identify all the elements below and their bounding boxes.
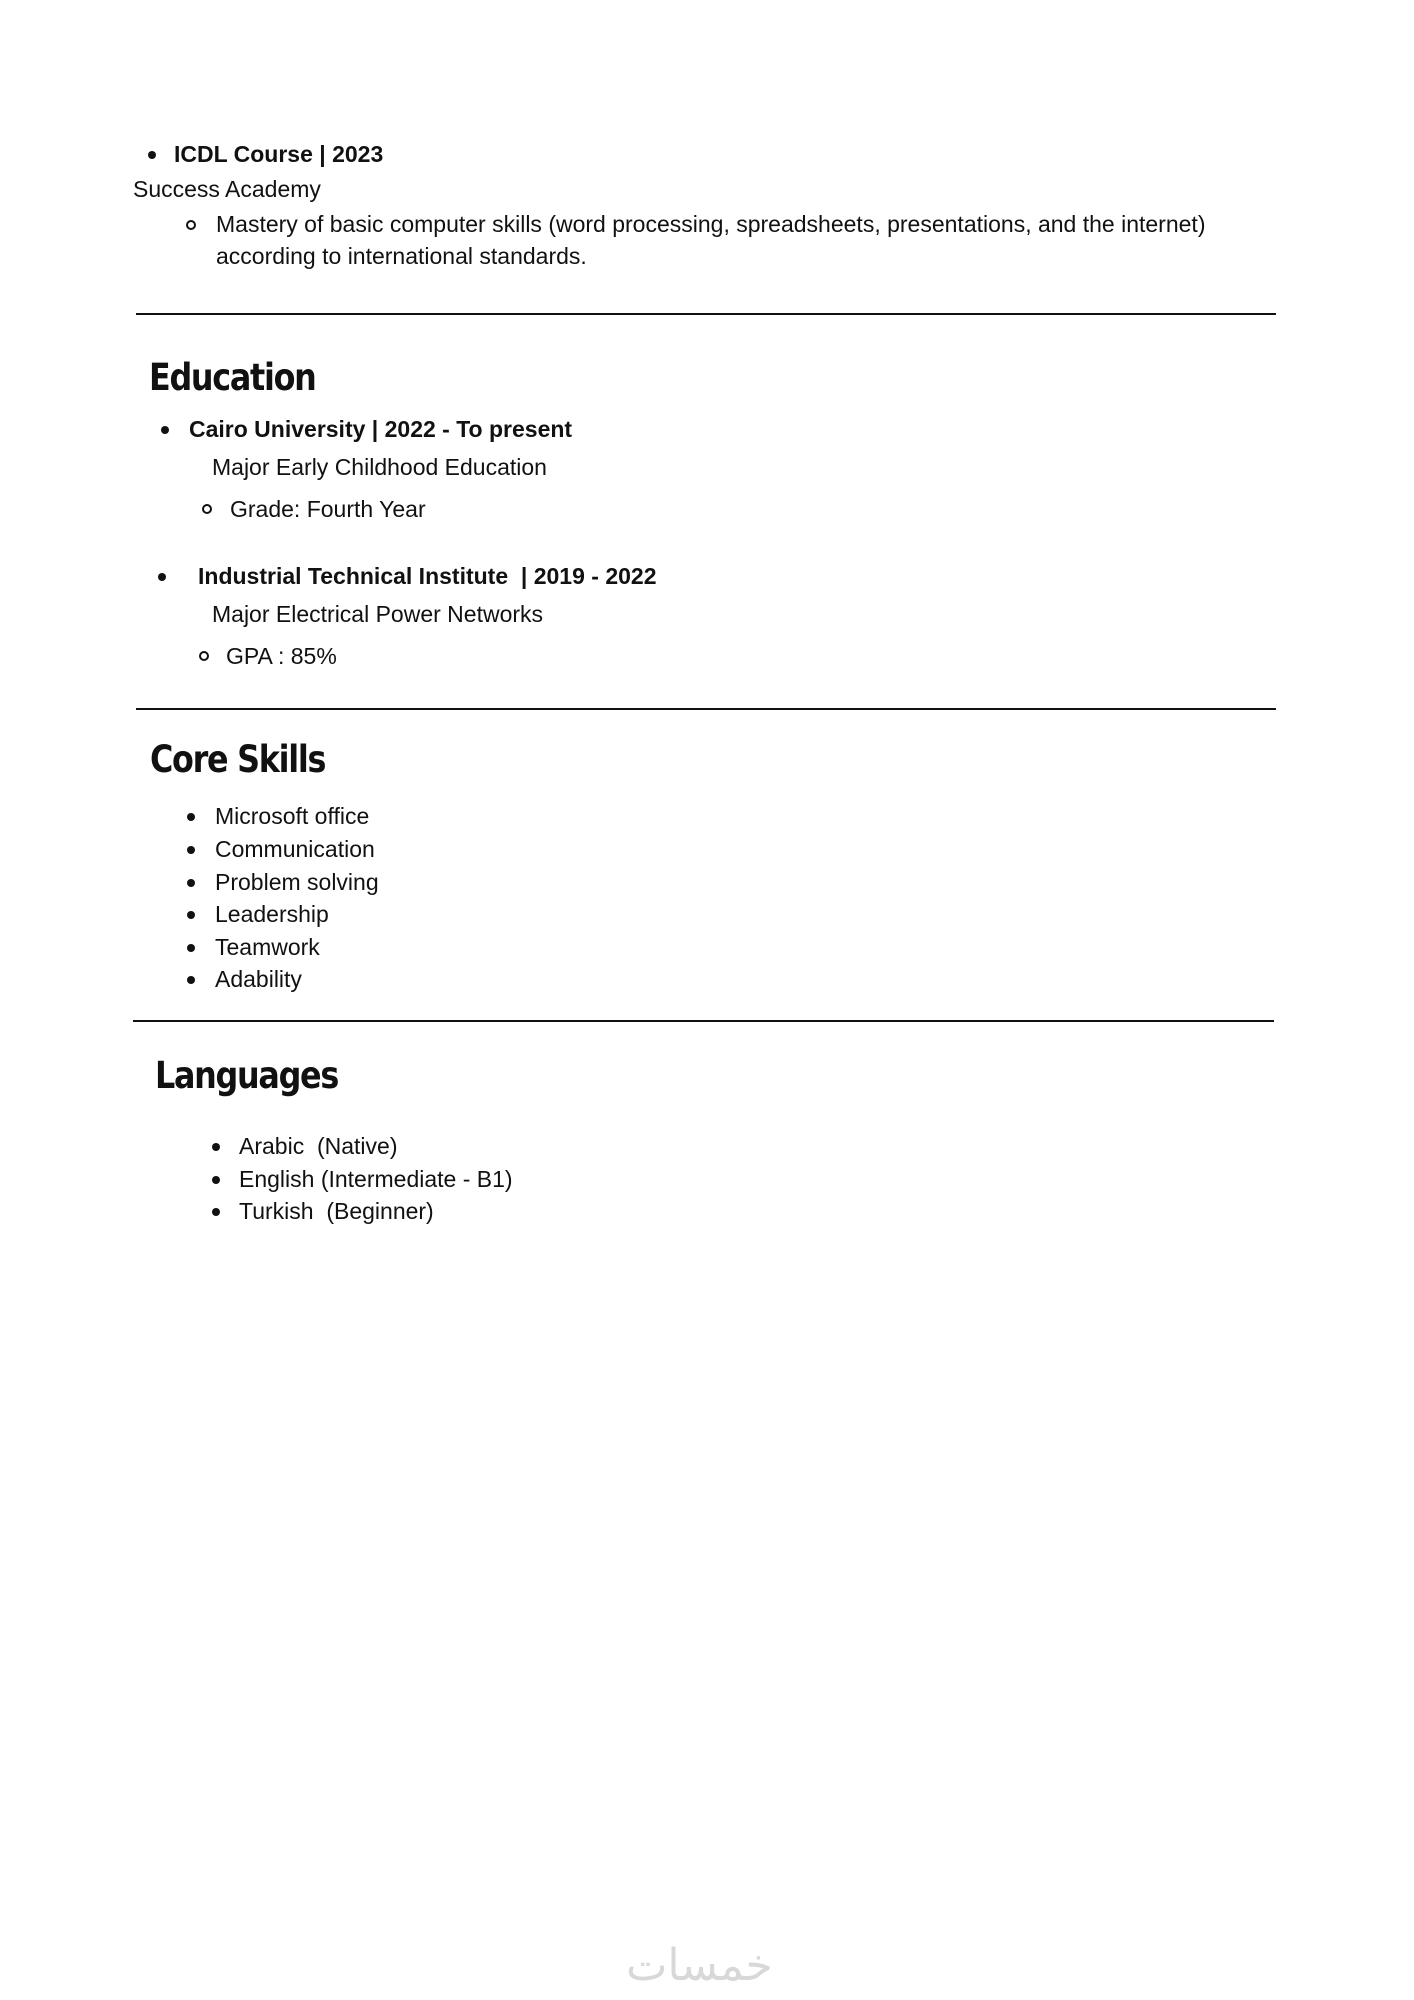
bullet-dot-icon (187, 911, 195, 919)
watermark-logo: خمسات (626, 1940, 773, 1991)
bullet-dot-icon (158, 573, 166, 581)
bullet-dot-icon (187, 846, 195, 854)
language-item: Turkish (Beginner) (239, 1198, 434, 1224)
course-provider: Success Academy (133, 176, 321, 202)
course-title: ICDL Course | 2023 (174, 141, 384, 167)
language-item: Arabic (Native) (239, 1133, 398, 1159)
core-skills-heading: Core Skills (150, 738, 326, 781)
language-item: English (Intermediate - B1) (239, 1166, 513, 1192)
bullet-dot-icon (212, 1176, 220, 1184)
bullet-circle-icon (199, 651, 209, 661)
bullet-dot-icon (187, 879, 195, 887)
education-heading: Education (149, 356, 316, 399)
skill-item: Problem solving (215, 869, 379, 895)
education-entry-detail: Grade: Fourth Year (230, 496, 426, 522)
section-divider (136, 313, 1276, 315)
skill-item: Communication (215, 836, 375, 862)
bullet-circle-icon (202, 504, 212, 514)
education-entry-detail: GPA : 85% (226, 643, 337, 669)
bullet-dot-icon (212, 1143, 220, 1151)
bullet-dot-icon (148, 151, 156, 159)
section-divider (133, 1020, 1274, 1022)
course-detail: Mastery of basic computer skills (word processing, spreadsheets, presentations, and the internet) according to international standards. (216, 211, 1206, 269)
section-divider (136, 708, 1276, 710)
skill-item: Teamwork (215, 934, 320, 960)
bullet-dot-icon (212, 1208, 220, 1216)
bullet-dot-icon (187, 944, 195, 952)
bullet-dot-icon (187, 813, 195, 821)
languages-heading: Languages (155, 1054, 339, 1097)
bullet-dot-icon (187, 976, 195, 984)
skill-item: Adability (215, 966, 302, 992)
bullet-dot-icon (161, 426, 169, 434)
education-entry-major: Major Electrical Power Networks (212, 601, 544, 627)
education-entry-major: Major Early Childhood Education (212, 454, 547, 480)
education-entry-title: Industrial Technical Institute | 2019 - 2022 (198, 563, 657, 589)
skill-item: Leadership (215, 901, 329, 927)
bullet-circle-icon (186, 220, 196, 230)
education-entry-title: Cairo University | 2022 - To present (189, 416, 573, 442)
skill-item: Microsoft office (215, 803, 370, 829)
